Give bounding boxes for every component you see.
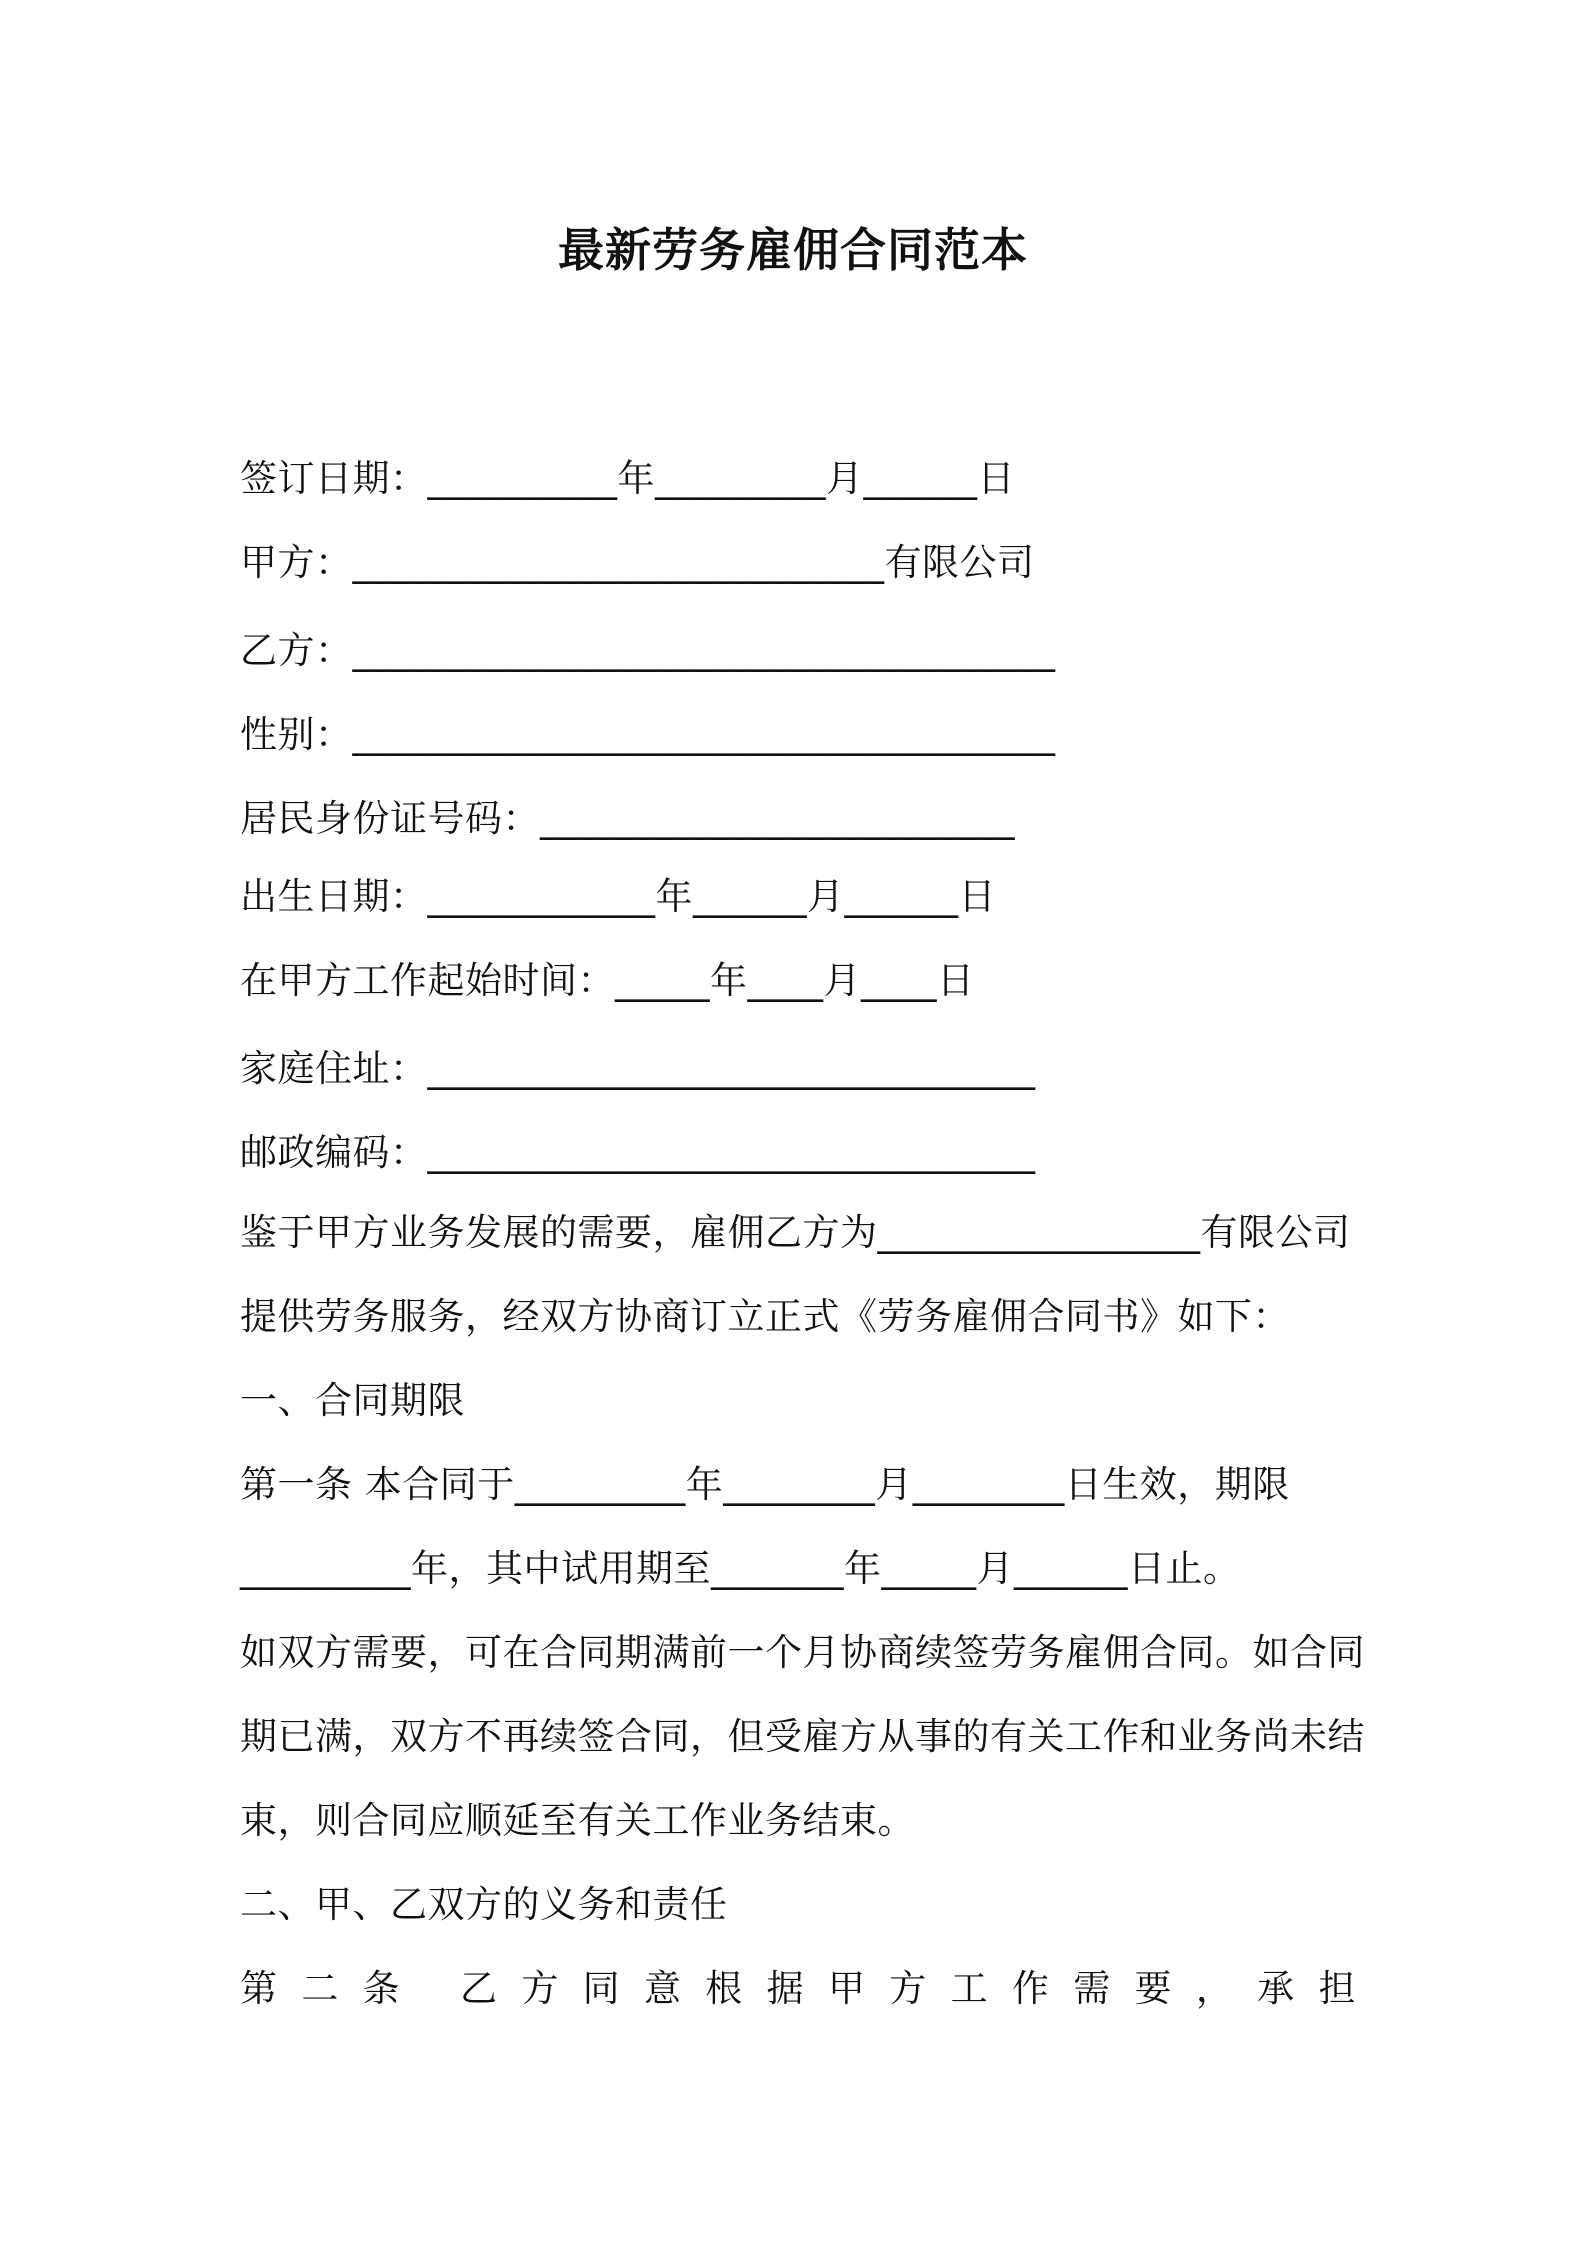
document-title: 最新劳务雇佣合同范本 xyxy=(558,223,1028,277)
birth-date-field: 出生日期：____________年______月______日 xyxy=(240,875,996,918)
article-1-line-2: _________年，其中试用期至_______年_____月______日止。 xyxy=(240,1547,1241,1590)
home-address-field: 家庭住址：________________________________ xyxy=(240,1047,1036,1090)
intro-paragraph-line-2: 提供劳务服务，经双方协商订立正式《劳务雇佣合同书》如下： xyxy=(240,1295,1290,1338)
sign-date-field: 签订日期：__________年_________月______日 xyxy=(240,457,1015,500)
party-b-field: 乙方：_____________________________________ xyxy=(240,629,1056,672)
renewal-paragraph-line-2: 期已满，双方不再续签合同，但受雇方从事的有关工作和业务尚未结 xyxy=(240,1715,1365,1758)
article-1-line-1: 第一条 本合同于_________年________月________日生效，期限 xyxy=(240,1463,1290,1506)
article-2-line-1: 第二条 乙方同意根据甲方工作需要，承担 xyxy=(240,1967,1356,2010)
id-number-field: 居民身份证号码：_________________________ xyxy=(240,797,1015,840)
renewal-paragraph-line-1: 如双方需要，可在合同期满前一个月协商续签劳务雇佣合同。如合同 xyxy=(240,1631,1365,1674)
intro-paragraph-line-1: 鉴于甲方业务发展的需要，雇佣乙方为_________________有限公司 xyxy=(240,1211,1351,1254)
section-2-heading: 二、甲、乙双方的义务和责任 xyxy=(240,1883,728,1926)
gender-field: 性别：_____________________________________ xyxy=(240,713,1056,756)
work-start-date-field: 在甲方工作起始时间：_____年____月____日 xyxy=(240,959,975,1002)
party-a-field: 甲方：____________________________有限公司 xyxy=(240,541,1035,584)
postal-code-field: 邮政编码：________________________________ xyxy=(240,1131,1036,1174)
section-1-heading: 一、合同期限 xyxy=(240,1379,465,1422)
renewal-paragraph-line-3: 束，则合同应顺延至有关工作业务结束。 xyxy=(240,1799,915,1842)
